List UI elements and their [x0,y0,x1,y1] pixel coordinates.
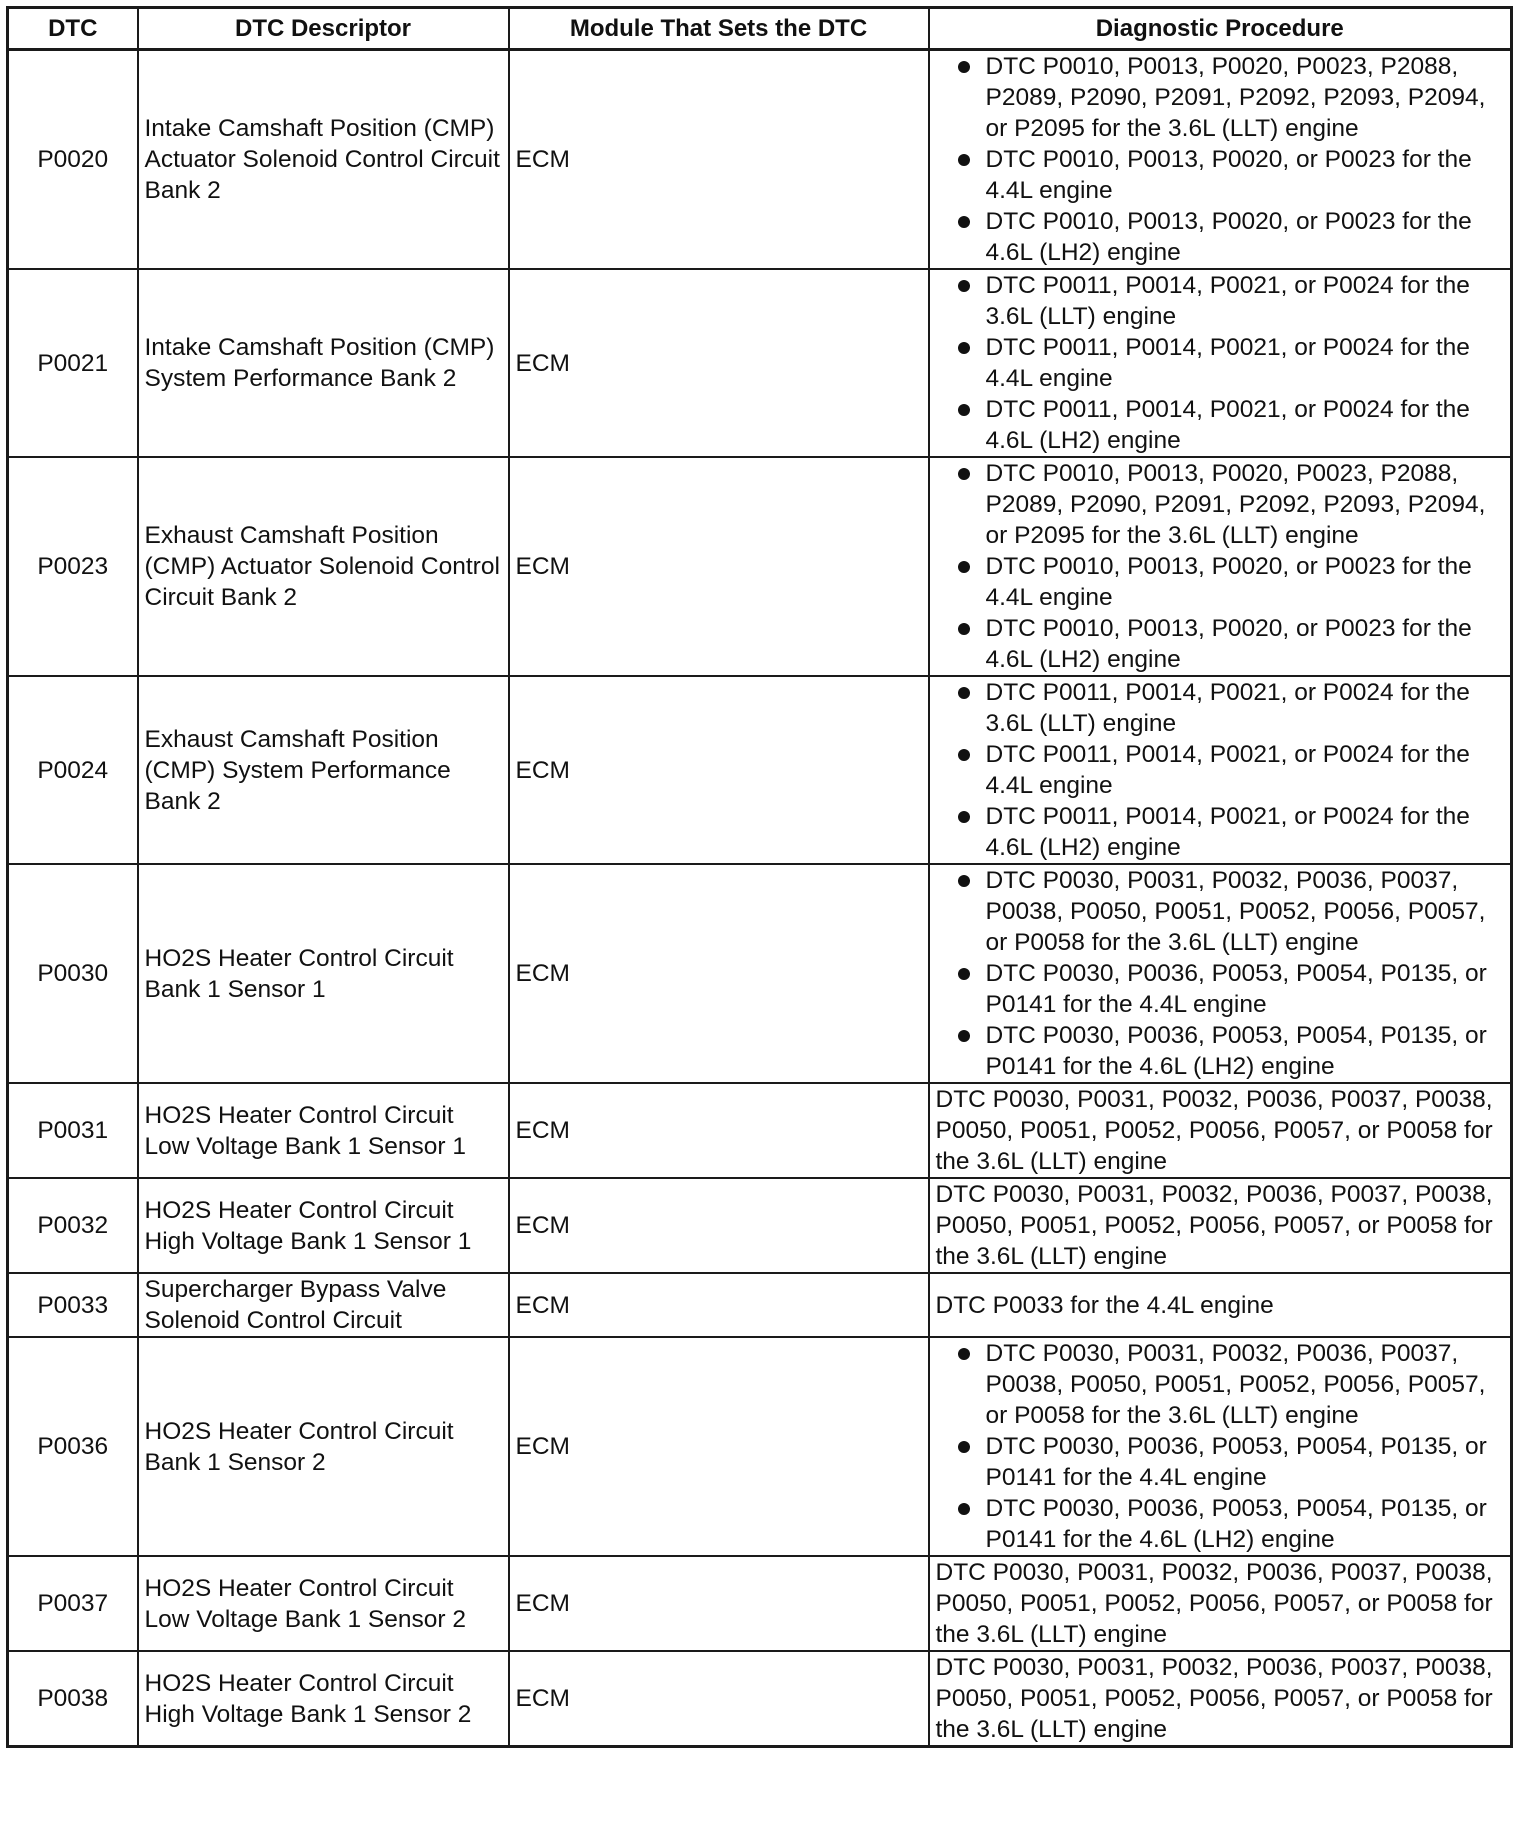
procedure-list-item: DTC P0030, P0036, P0053, P0054, P0135, or P0141 for the 4.4L engine [936,958,1505,1020]
table-row [8,1273,1512,1337]
dtc-descriptor-cell: HO2S Heater Control Circuit High Voltage Bank 1 Sensor 2 [138,1651,509,1747]
procedure-list-item: DTC P0011, P0014, P0021, or P0024 for the 4.6L (LH2) engine [936,394,1505,456]
procedure-list [936,270,1505,456]
dtc-code-cell: P0024 [8,676,138,864]
table-row [8,864,1512,1083]
procedure-list-item: DTC P0010, P0013, P0020, P0023, P2088, P2089, P2090, P2091, P2092, P2093, P2094, or P2095 for the 3.6L (LLT) engine [936,458,1505,551]
module-cell: ECM [509,1273,929,1337]
dtc-code-cell: P0032 [8,1178,138,1273]
table-row [8,457,1512,676]
dtc-table [6,6,1513,1748]
dtc-code-cell: P0036 [8,1337,138,1556]
diagnostic-procedure-cell [929,864,1512,1083]
table-row [8,1083,1512,1178]
column-header-module: Module That Sets the DTC [509,8,929,50]
diagnostic-procedure-cell [929,676,1512,864]
table-row [8,1337,1512,1556]
diagnostic-procedure-cell [929,50,1512,270]
dtc-descriptor-cell: Exhaust Camshaft Position (CMP) Actuator Solenoid Control Circuit Bank 2 [138,457,509,676]
procedure-list-item: DTC P0010, P0013, P0020, P0023, P2088, P2089, P2090, P2091, P2092, P2093, P2094, or P2095 for the 3.6L (LLT) engine [936,51,1505,144]
diagnostic-procedure-cell: DTC P0030, P0031, P0032, P0036, P0037, P0038, P0050, P0051, P0052, P0056, P0057, or P0058 for the 3.6L (LLT) engine [929,1651,1512,1747]
dtc-descriptor-cell: HO2S Heater Control Circuit High Voltage Bank 1 Sensor 1 [138,1178,509,1273]
diagnostic-procedure-cell: DTC P0030, P0031, P0032, P0036, P0037, P0038, P0050, P0051, P0052, P0056, P0057, or P0058 for the 3.6L (LLT) engine [929,1178,1512,1273]
module-cell: ECM [509,457,929,676]
procedure-list-item: DTC P0030, P0036, P0053, P0054, P0135, or P0141 for the 4.6L (LH2) engine [936,1020,1505,1082]
procedure-list-item: DTC P0011, P0014, P0021, or P0024 for the 3.6L (LLT) engine [936,677,1505,739]
procedure-list-item: DTC P0030, P0031, P0032, P0036, P0037, P0038, P0050, P0051, P0052, P0056, P0057, or P0058 for the 3.6L (LLT) engine [936,1338,1505,1431]
module-cell: ECM [509,269,929,457]
table-row [8,269,1512,457]
dtc-code-cell: P0037 [8,1556,138,1651]
dtc-code-cell: P0020 [8,50,138,270]
procedure-list [936,51,1505,268]
table-row [8,676,1512,864]
column-header-descriptor: DTC Descriptor [138,8,509,50]
procedure-list-item: DTC P0011, P0014, P0021, or P0024 for the 4.4L engine [936,332,1505,394]
procedure-list [936,1338,1505,1555]
procedure-list-item: DTC P0010, P0013, P0020, or P0023 for the 4.6L (LH2) engine [936,613,1505,675]
procedure-list-item: DTC P0011, P0014, P0021, or P0024 for the 3.6L (LLT) engine [936,270,1505,332]
column-header-procedure: Diagnostic Procedure [929,8,1512,50]
module-cell: ECM [509,1651,929,1747]
procedure-list [936,458,1505,675]
dtc-descriptor-cell: HO2S Heater Control Circuit Bank 1 Sensor 1 [138,864,509,1083]
dtc-descriptor-cell: HO2S Heater Control Circuit Bank 1 Sensor 2 [138,1337,509,1556]
dtc-code-cell: P0021 [8,269,138,457]
dtc-descriptor-cell: Intake Camshaft Position (CMP) Actuator Solenoid Control Circuit Bank 2 [138,50,509,270]
diagnostic-procedure-cell: DTC P0030, P0031, P0032, P0036, P0037, P0038, P0050, P0051, P0052, P0056, P0057, or P0058 for the 3.6L (LLT) engine [929,1556,1512,1651]
dtc-code-cell: P0031 [8,1083,138,1178]
procedure-list-item: DTC P0011, P0014, P0021, or P0024 for the 4.6L (LH2) engine [936,801,1505,863]
procedure-list-item: DTC P0030, P0036, P0053, P0054, P0135, or P0141 for the 4.6L (LH2) engine [936,1493,1505,1555]
procedure-list-item: DTC P0011, P0014, P0021, or P0024 for the 4.4L engine [936,739,1505,801]
dtc-descriptor-cell: Supercharger Bypass Valve Solenoid Control Circuit [138,1273,509,1337]
diagnostic-procedure-cell [929,1337,1512,1556]
module-cell: ECM [509,1556,929,1651]
dtc-descriptor-cell: HO2S Heater Control Circuit Low Voltage Bank 1 Sensor 1 [138,1083,509,1178]
procedure-list-item: DTC P0030, P0036, P0053, P0054, P0135, or P0141 for the 4.4L engine [936,1431,1505,1493]
module-cell: ECM [509,1337,929,1556]
module-cell: ECM [509,50,929,270]
procedure-list-item: DTC P0010, P0013, P0020, or P0023 for the 4.4L engine [936,144,1505,206]
module-cell: ECM [509,676,929,864]
dtc-code-cell: P0038 [8,1651,138,1747]
dtc-descriptor-cell: Exhaust Camshaft Position (CMP) System Performance Bank 2 [138,676,509,864]
table-body [8,50,1512,1747]
dtc-code-cell: P0023 [8,457,138,676]
diagnostic-procedure-cell [929,457,1512,676]
diagnostic-procedure-cell: DTC P0033 for the 4.4L engine [929,1273,1512,1337]
table-row [8,1556,1512,1651]
procedure-list-item: DTC P0010, P0013, P0020, or P0023 for the 4.6L (LH2) engine [936,206,1505,268]
module-cell: ECM [509,1083,929,1178]
procedure-list-item: DTC P0030, P0031, P0032, P0036, P0037, P0038, P0050, P0051, P0052, P0056, P0057, or P0058 for the 3.6L (LLT) engine [936,865,1505,958]
procedure-list-item: DTC P0010, P0013, P0020, or P0023 for the 4.4L engine [936,551,1505,613]
table-row [8,1178,1512,1273]
header-row [8,8,1512,50]
procedure-list [936,865,1505,1082]
dtc-descriptor-cell: HO2S Heater Control Circuit Low Voltage Bank 1 Sensor 2 [138,1556,509,1651]
module-cell: ECM [509,1178,929,1273]
module-cell: ECM [509,864,929,1083]
table-row [8,50,1512,270]
dtc-descriptor-cell: Intake Camshaft Position (CMP) System Performance Bank 2 [138,269,509,457]
procedure-list [936,677,1505,863]
column-header-dtc: DTC [8,8,138,50]
dtc-code-cell: P0033 [8,1273,138,1337]
diagnostic-procedure-cell [929,269,1512,457]
table-row [8,1651,1512,1747]
table-header [8,8,1512,50]
dtc-code-cell: P0030 [8,864,138,1083]
diagnostic-procedure-cell: DTC P0030, P0031, P0032, P0036, P0037, P0038, P0050, P0051, P0052, P0056, P0057, or P0058 for the 3.6L (LLT) engine [929,1083,1512,1178]
